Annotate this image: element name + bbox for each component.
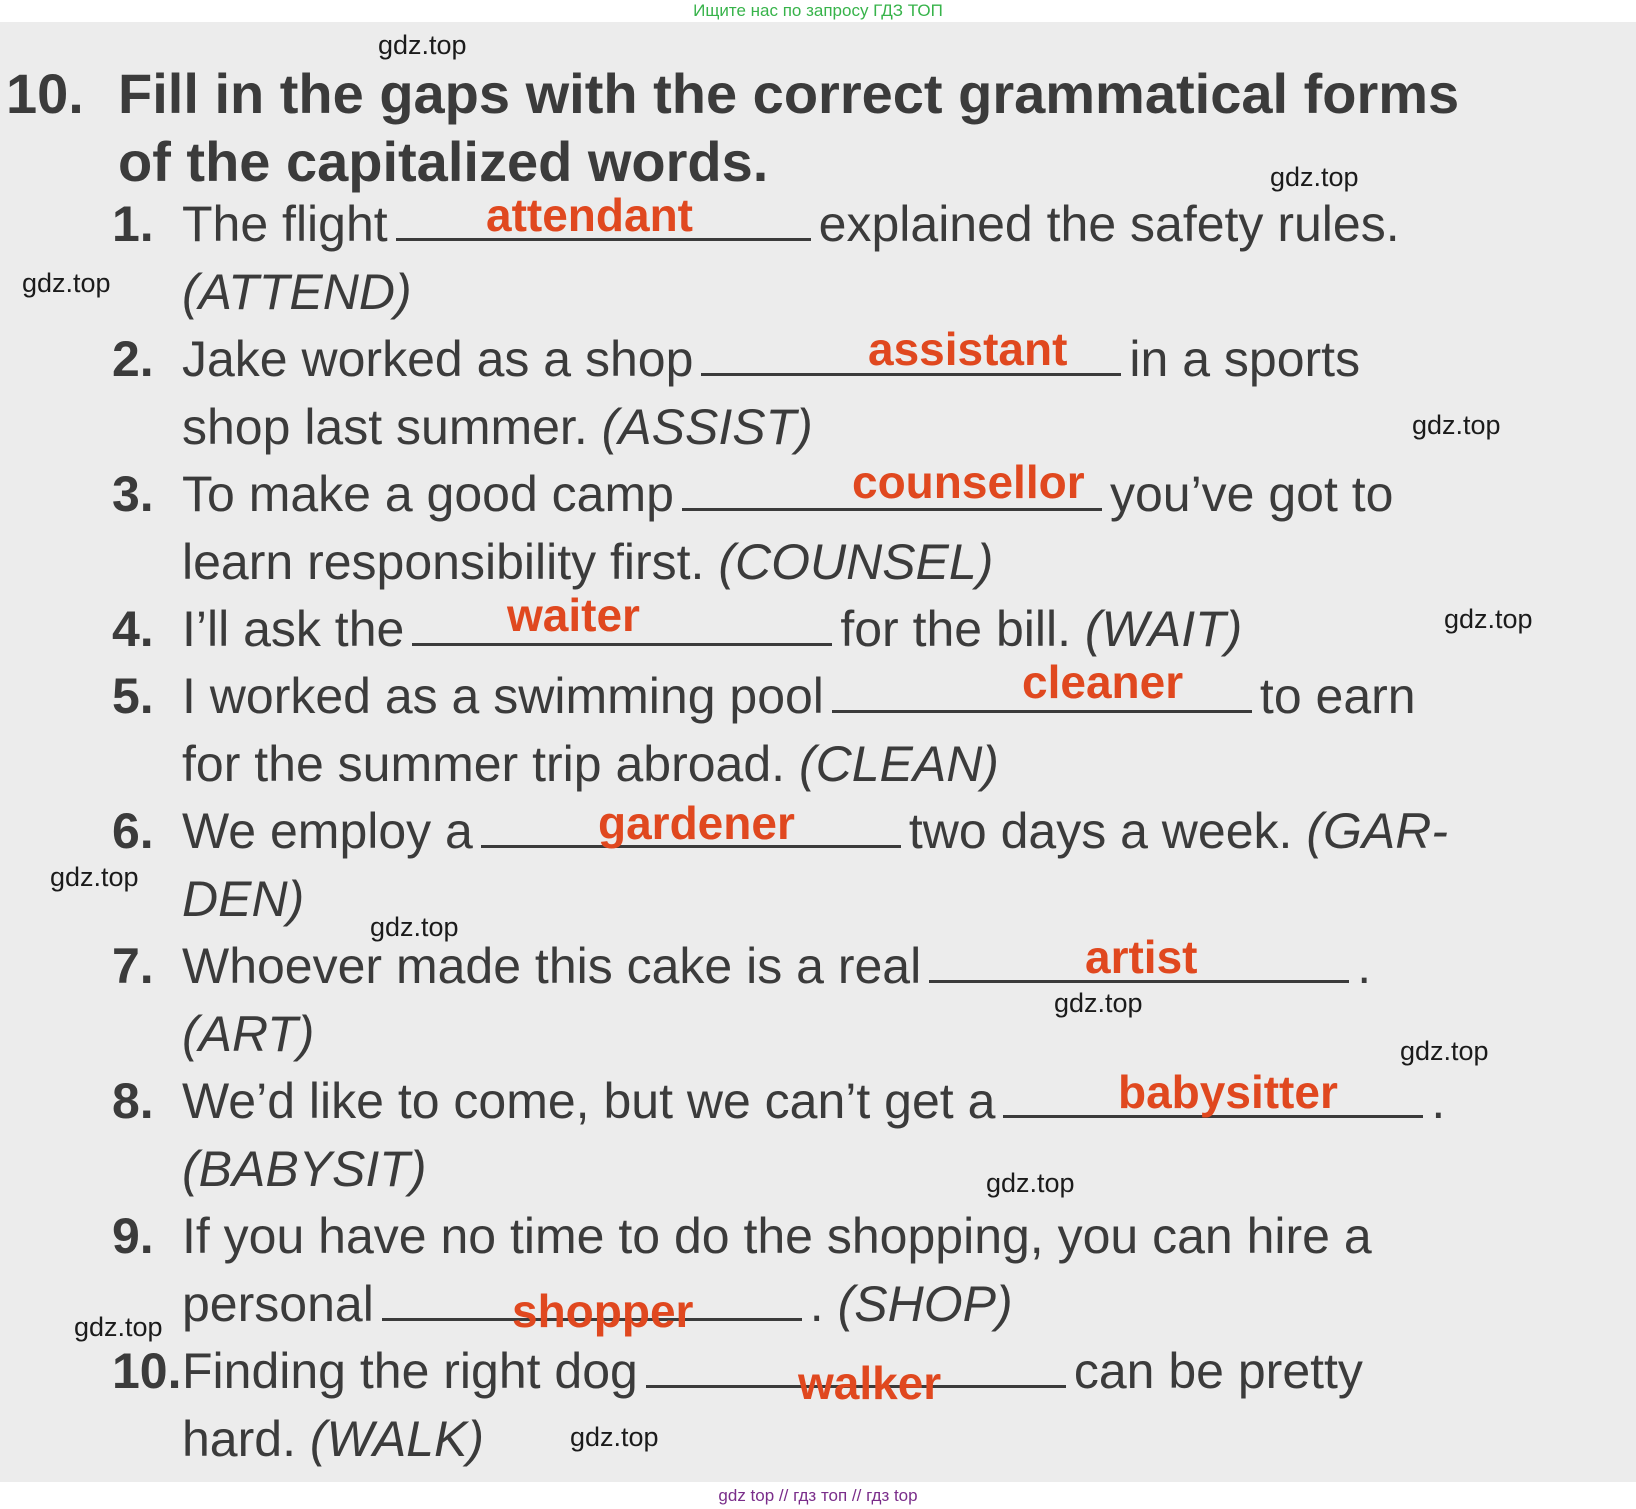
answer-text: waiter — [507, 589, 640, 641]
answer-text: assistant — [868, 323, 1068, 375]
exercise-number: 10. — [6, 62, 84, 125]
exercise-item-7: 7. Whoever made this cake is a real . (ART) — [112, 938, 1372, 1062]
watermark: gdz.top — [1054, 988, 1143, 1018]
watermark: gdz.top — [22, 268, 111, 298]
word-hint: (GAR- — [1306, 803, 1448, 859]
word-hint: (WAIT) — [1084, 601, 1243, 657]
word-hint: (COUNSEL) — [718, 534, 994, 590]
watermark: gdz.top — [74, 1312, 163, 1342]
watermark: gdz.top — [50, 862, 139, 892]
word-hint: (ATTEND) — [182, 264, 412, 320]
exercise-item-6: 6. We employ a two days a week. (GAR- DEN) — [112, 803, 1448, 927]
exercise-item-8: 8. We’d like to come, but we can’t get a . (BABYSIT) — [112, 1073, 1446, 1197]
watermark: gdz.top — [370, 912, 459, 942]
exercise-instruction: Fill in the gaps with the correct grammatical forms of the capitalized words. — [118, 62, 1460, 193]
word-hint: (WALK) — [309, 1411, 484, 1467]
answer-text: walker — [798, 1357, 942, 1409]
exercise-item-9: 9. If you have no time to do the shopping, you can hire a personal . (SHOP) — [112, 1208, 1372, 1332]
word-hint: (BABYSIT) — [182, 1141, 427, 1197]
answer-text: attendant — [486, 189, 693, 241]
exercise-item-3: 3. To make a good camp you’ve got to learn responsibility first. (COUNSEL) — [112, 466, 1394, 590]
watermark: gdz.top — [1270, 162, 1359, 192]
watermark: gdz.top — [1400, 1036, 1489, 1066]
footer-links[interactable]: gdz top // гдз топ // гдз top — [718, 1486, 918, 1505]
word-hint: (CLEAN) — [798, 736, 999, 792]
exercise-item-1: 1. The flight explained the safety rules. (ATTEND) — [112, 196, 1400, 320]
exercise-item-5: 5. I worked as a swimming pool to earn for the summer trip abroad. (CLEAN) — [112, 668, 1416, 792]
watermark: gdz.top — [570, 1422, 659, 1452]
watermark: gdz.top — [1444, 604, 1533, 634]
exercise-item-10: 10.Finding the right dog can be pretty hard. (WALK) — [112, 1343, 1363, 1467]
word-hint: (ART) — [182, 1006, 315, 1062]
word-hint: (SHOP) — [837, 1276, 1013, 1332]
answer-text: gardener — [598, 797, 795, 849]
word-hint: DEN) — [182, 871, 305, 927]
answer-text: cleaner — [1022, 656, 1184, 708]
answer-text: babysitter — [1118, 1066, 1338, 1118]
word-hint: (ASSIST) — [601, 399, 813, 455]
watermark: gdz.top — [986, 1168, 1075, 1198]
textbook-page — [0, 22, 1636, 1482]
answer-text: shopper — [512, 1285, 694, 1337]
exercise-item-2: 2. Jake worked as a shop in a sports shop last summer. (ASSIST) — [112, 331, 1361, 455]
top-banner[interactable]: Ищите нас по запросу ГДЗ ТОП — [693, 1, 943, 20]
watermark: gdz.top — [1412, 410, 1501, 440]
exercise-item-4: 4. I’ll ask the for the bill. (WAIT) — [112, 601, 1243, 657]
answer-text: artist — [1085, 931, 1198, 983]
answer-text: counsellor — [852, 456, 1085, 508]
watermark: gdz.top — [378, 30, 467, 60]
